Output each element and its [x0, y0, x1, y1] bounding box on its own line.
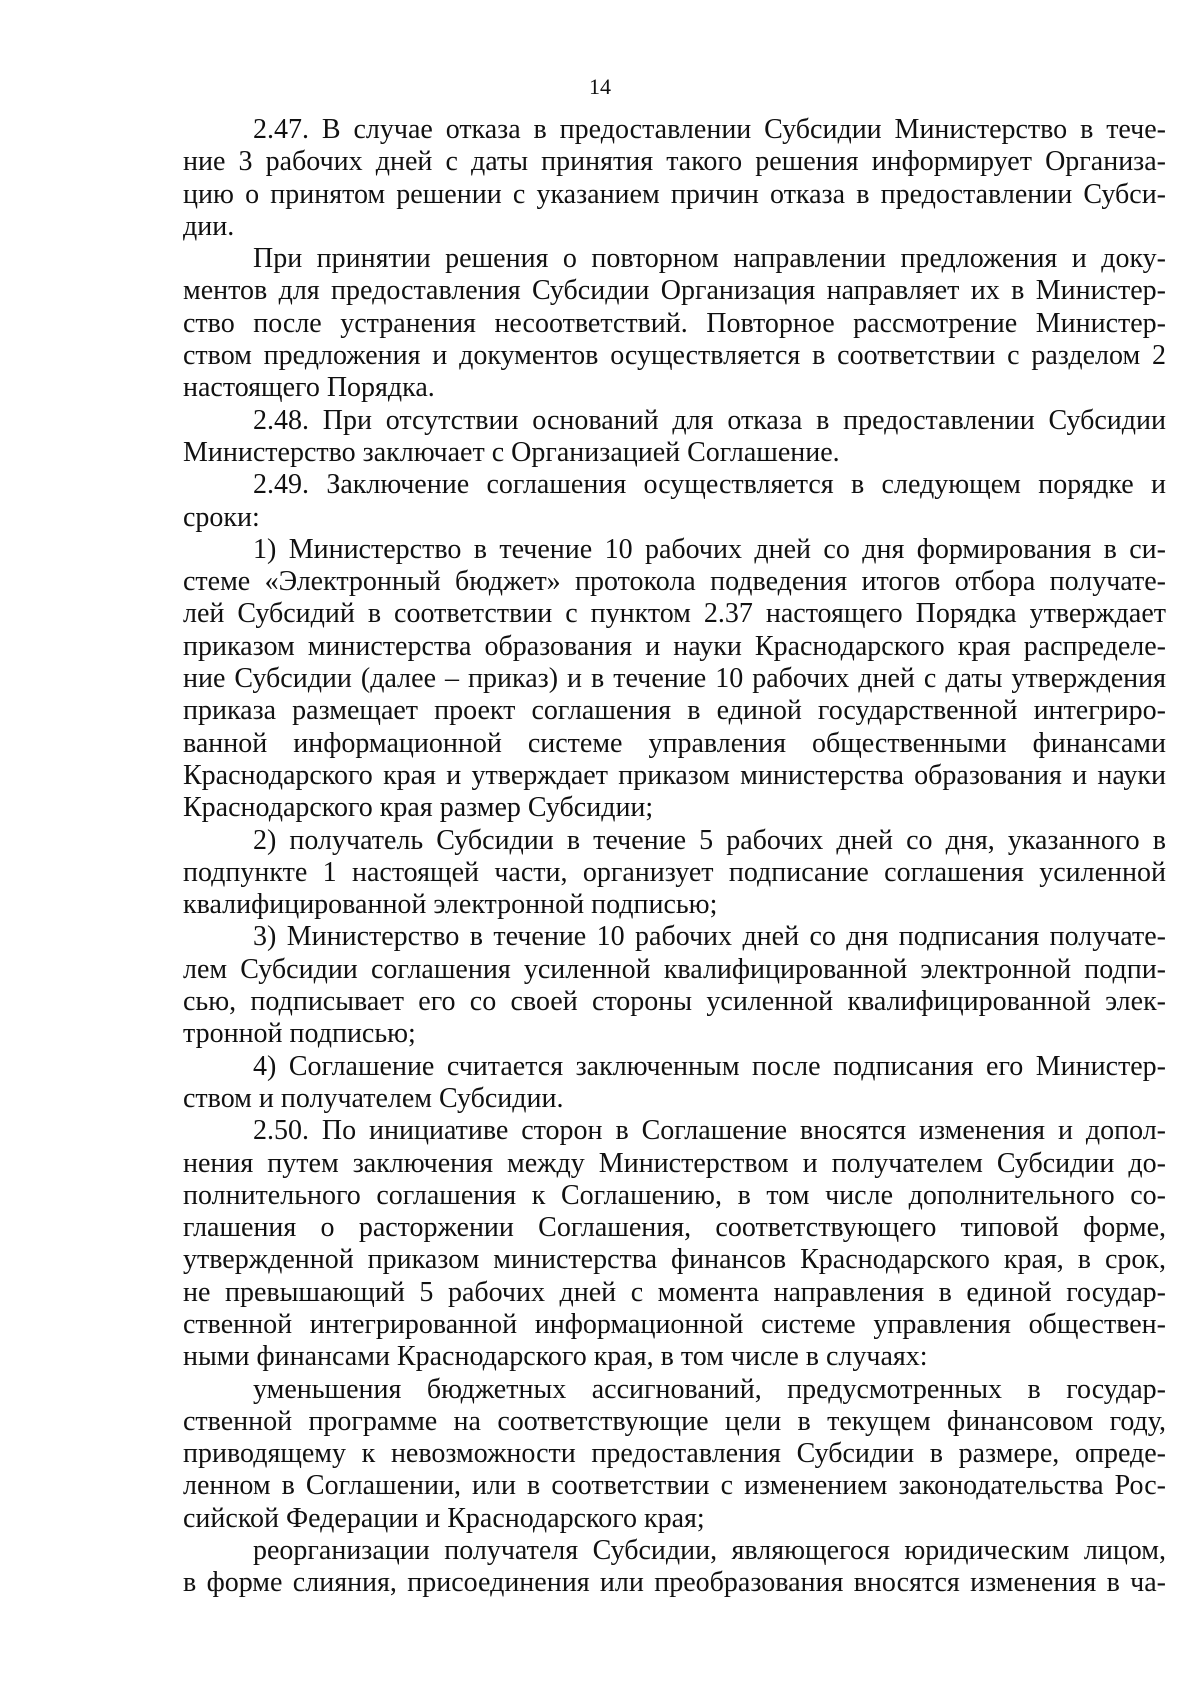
text-line: ние Субсидии (далее – приказ) и в течение 10 рабочих дней с даты утверждения	[183, 663, 1166, 695]
text-line: приказа размещает проект соглашения в единой государственной интегриро-	[183, 695, 1166, 727]
text-line: приказом министерства образования и науки Краснодарского края распределе-	[183, 630, 1166, 662]
text-line: Министерство заключает с Организацией Соглашение.	[183, 436, 840, 468]
text-line: ственной интегрированной информационной системе управления обществен-	[183, 1308, 1166, 1340]
text-line: 2.50. По инициативе сторон в Соглашение вносятся изменения и допол-	[253, 1115, 1166, 1147]
text-line: ство после устранения несоответствий. Повторное рассмотрение Министер-	[183, 307, 1166, 339]
text-line: ственной программе на соответствующие цели в текущем финансовом году,	[183, 1405, 1166, 1437]
text-line: уменьшения бюджетных ассигнований, предусмотренных в государ-	[253, 1373, 1166, 1405]
text-line: настоящего Порядка.	[183, 372, 435, 404]
text-line: стеме «Электронный бюджет» протокола подведения итогов отбора получате-	[183, 566, 1166, 598]
document-body	[183, 114, 1166, 1600]
text-line: ленном в Соглашении, или в соответствии с изменением законодательства Рос-	[183, 1470, 1166, 1502]
text-line: не превышающий 5 рабочих дней с момента направления в единой государ-	[183, 1276, 1166, 1308]
text-line: тронной подписью;	[183, 1018, 416, 1050]
text-line: При принятии решения о повторном направлении предложения и доку-	[253, 243, 1166, 275]
text-line: ством предложения и документов осуществляется в соответствии с разделом 2	[183, 340, 1166, 372]
text-line: сью, подписывает его со своей стороны усиленной квалифицированной элек-	[183, 986, 1166, 1018]
text-line: ние 3 рабочих дней с даты принятия такого решения информирует Организа-	[183, 146, 1166, 178]
text-line: 1) Министерство в течение 10 рабочих дней со дня формирования в си-	[253, 533, 1166, 565]
text-line: лей Субсидий в соответствии с пунктом 2.37 настоящего Порядка утверждает	[183, 598, 1166, 630]
text-line: Краснодарского края размер Субсидии;	[183, 792, 654, 824]
text-line: Краснодарского края и утверждает приказом министерства образования и науки	[183, 759, 1166, 791]
text-line: квалифицированной электронной подписью;	[183, 889, 718, 921]
page-number: 14	[589, 74, 611, 99]
text-line: нения путем заключения между Министерством и получателем Субсидии до-	[183, 1147, 1166, 1179]
text-line: 2.49. Заключение соглашения осуществляется в следующем порядке и	[253, 469, 1166, 501]
text-line: полнительного соглашения к Соглашению, в том числе дополнительного со-	[183, 1179, 1166, 1211]
text-line: сроки:	[183, 501, 260, 533]
text-line: 2.48. При отсутствии оснований для отказа в предоставлении Субсидии	[253, 404, 1166, 436]
text-line: подпункте 1 настоящей части, организует подписание соглашения усиленной	[183, 856, 1166, 888]
text-line: 2) получатель Субсидии в течение 5 рабочих дней со дня, указанного в	[253, 824, 1166, 856]
text-line: ванной информационной системе управления общественными финансами	[183, 727, 1166, 759]
text-line: дии.	[183, 210, 235, 242]
text-line: в форме слияния, присоединения или преобразования вносятся изменения в ча-	[183, 1567, 1166, 1599]
text-line: ством и получателем Субсидии.	[183, 1082, 564, 1114]
text-line: ментов для предоставления Субсидии Организация направляет их в Министер-	[183, 275, 1166, 307]
text-line: реорганизации получателя Субсидии, являющегося юридическим лицом,	[253, 1535, 1166, 1567]
text-line: 2.47. В случае отказа в предоставлении Субсидии Министерство в тече-	[253, 114, 1166, 145]
text-line: сийской Федерации и Краснодарского края;	[183, 1502, 705, 1534]
text-line: цию о принятом решении с указанием причин отказа в предоставлении Субси-	[183, 178, 1166, 210]
text-line: 3) Министерство в течение 10 рабочих дней со дня подписания получате-	[253, 921, 1166, 953]
text-line: лем Субсидии соглашения усиленной квалифицированной электронной подпи-	[183, 953, 1166, 985]
text-line: 4) Соглашение считается заключенным после подписания его Министер-	[253, 1050, 1166, 1082]
text-line: ными финансами Краснодарского края, в том числе в случаях:	[183, 1341, 928, 1373]
text-line: утвержденной приказом министерства финансов Краснодарского края, в срок,	[183, 1244, 1166, 1276]
text-line: приводящему к невозможности предоставления Субсидии в размере, опреде-	[183, 1438, 1166, 1470]
text-line: глашения о расторжении Соглашения, соответствующего типовой форме,	[183, 1212, 1166, 1244]
